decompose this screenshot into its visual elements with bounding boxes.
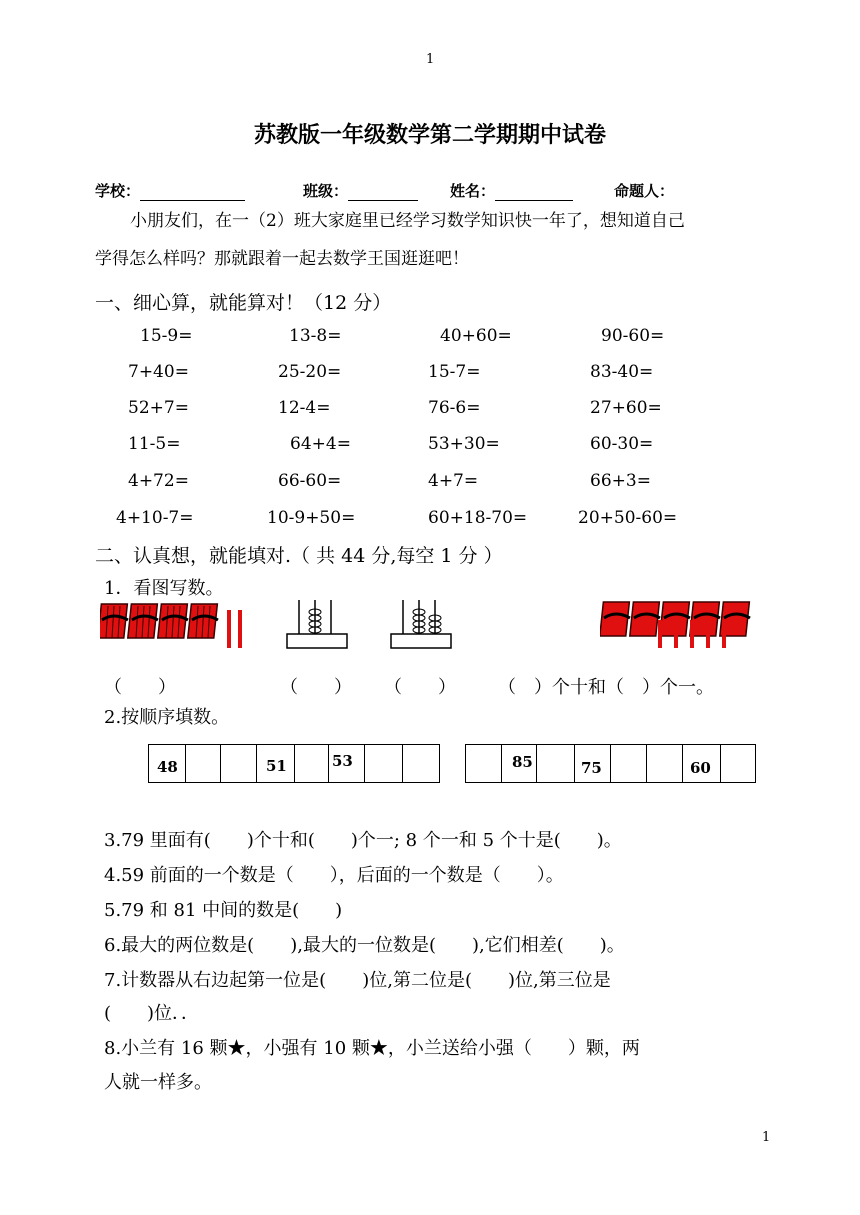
calc-item: 11-5= [128,434,181,454]
q1-answer-2[interactable]: （ ） [280,677,352,698]
calc-item: 15-9= [140,326,193,346]
sequence-cell[interactable] [295,745,329,782]
single-stick-icon [706,620,710,648]
question-4: 4.59 前面的一个数是（ ），后面的一个数是（ ）。 [104,865,564,886]
stick-bundle-icon [630,602,660,636]
abacus-icon [284,596,350,652]
question-8-line-1: 8.小兰有 16 颗★，小强有 10 颗★，小兰送给小强（ ）颗，两 [104,1038,640,1059]
calc-item: 40+60= [440,326,512,346]
calc-item: 4+7= [428,471,479,491]
calc-item: 13-8= [289,326,342,346]
calc-item: 10-9+50= [267,508,356,528]
sequence-row-1 [148,744,440,783]
sequence-cell[interactable]: 85 [502,745,537,782]
stick-bundle-icon [100,604,128,638]
stick-bundle-icon [600,602,630,636]
sequence-cell[interactable]: 75 [575,745,611,782]
single-stick-icon [238,610,242,648]
sequence-cell[interactable]: 51 [257,745,295,782]
calc-item: 60+18-70= [428,508,528,528]
calc-item: 76-6= [428,398,481,418]
abacus-icon [388,596,454,652]
author-label: 命题人： [614,182,675,200]
calc-item: 15-7= [428,362,481,382]
stick-bundle-icon [690,602,720,636]
question-5: 5.79 和 81 中间的数是( ) [104,900,343,921]
single-stick-icon [690,620,694,648]
sequence-cell[interactable] [537,745,575,782]
q1-label: 1．看图写数。 [104,578,224,599]
calc-item: 53+30= [428,434,500,454]
class-field[interactable]: 班级： [303,180,418,201]
intro-line-2: 学得怎么样吗？那就跟着一起去数学王国逛逛吧！ [95,249,469,269]
q1-answer-3[interactable]: （ ） [384,677,456,698]
question-8-line-2: 人就一样多。 [104,1072,212,1093]
calc-item: 12-4= [278,398,331,418]
single-stick-icon [722,620,726,648]
stick-bundle-icon [158,604,188,638]
page-title: 苏教版一年级数学第二学期期中试卷 [253,122,606,148]
question-7-line-1: 7.计数器从右边起第一位是( )位,第二位是( )位,第三位是 [104,970,611,991]
calc-item: 90-60= [601,326,665,346]
sequence-cell[interactable] [186,745,221,782]
calc-item: 66+3= [590,471,651,491]
calc-item: 25-20= [278,362,342,382]
sequence-cell[interactable] [466,745,502,782]
sequence-row-2 [465,744,756,783]
sequence-cell[interactable] [403,745,439,782]
question-7-line-2: ( )位．． [104,1003,200,1024]
single-stick-icon [658,620,662,648]
sequence-cell[interactable]: 48 [149,745,186,782]
calc-item: 4+10-7= [116,508,194,528]
intro-line-1: 小朋友们，在一（2）班大家庭里已经学习数学知识快一年了，想知道自己 [130,211,685,231]
school-field[interactable]: 学校： [95,180,245,201]
q1-answer-1[interactable]: （ ） [104,677,176,698]
sequence-cell[interactable] [647,745,683,782]
calc-item: 27+60= [590,398,662,418]
stick-bundle-icon [188,604,218,638]
q1-answer-4[interactable]: （ ）个十和（ ）个一。 [498,677,714,698]
calc-item: 66-60= [278,471,342,491]
sequence-cell[interactable] [365,745,403,782]
stick-bundles-group-1 [100,598,260,650]
calc-item: 60-30= [590,434,654,454]
single-stick-icon [674,620,678,648]
name-field[interactable]: 姓名： [450,180,573,201]
calc-item: 83-40= [590,362,654,382]
question-6: 6.最大的两位数是( ),最大的一位数是( ),它们相差( )。 [104,935,625,956]
calc-item: 4+72= [128,471,189,491]
stick-bundles-group-2 [600,596,760,650]
sequence-cell[interactable] [721,745,755,782]
sequence-cell[interactable]: 53 [329,745,365,782]
sequence-cell[interactable]: 60 [683,745,721,782]
single-stick-icon [227,610,231,648]
calc-item: 64+4= [290,434,351,454]
section-1-heading: 一、细心算，就能算对！（12 分） [95,292,392,314]
stick-bundle-icon [128,604,158,638]
calc-item: 7+40= [128,362,189,382]
calc-item: 20+50-60= [578,508,678,528]
q2-label: 2.按顺序填数。 [104,707,230,728]
sequence-cell[interactable] [221,745,257,782]
page-number-bottom: 1 [762,1130,771,1145]
question-3: 3.79 里面有( )个十和( )个一; 8 个一和 5 个十是( )。 [104,830,622,851]
section-2-heading: 二、认真想，就能填对.（ 共 44 分,每空 1 分 ） [95,545,503,567]
sequence-cell[interactable] [611,745,647,782]
calc-item: 52+7= [128,398,189,418]
page-number-top: 1 [426,52,435,67]
